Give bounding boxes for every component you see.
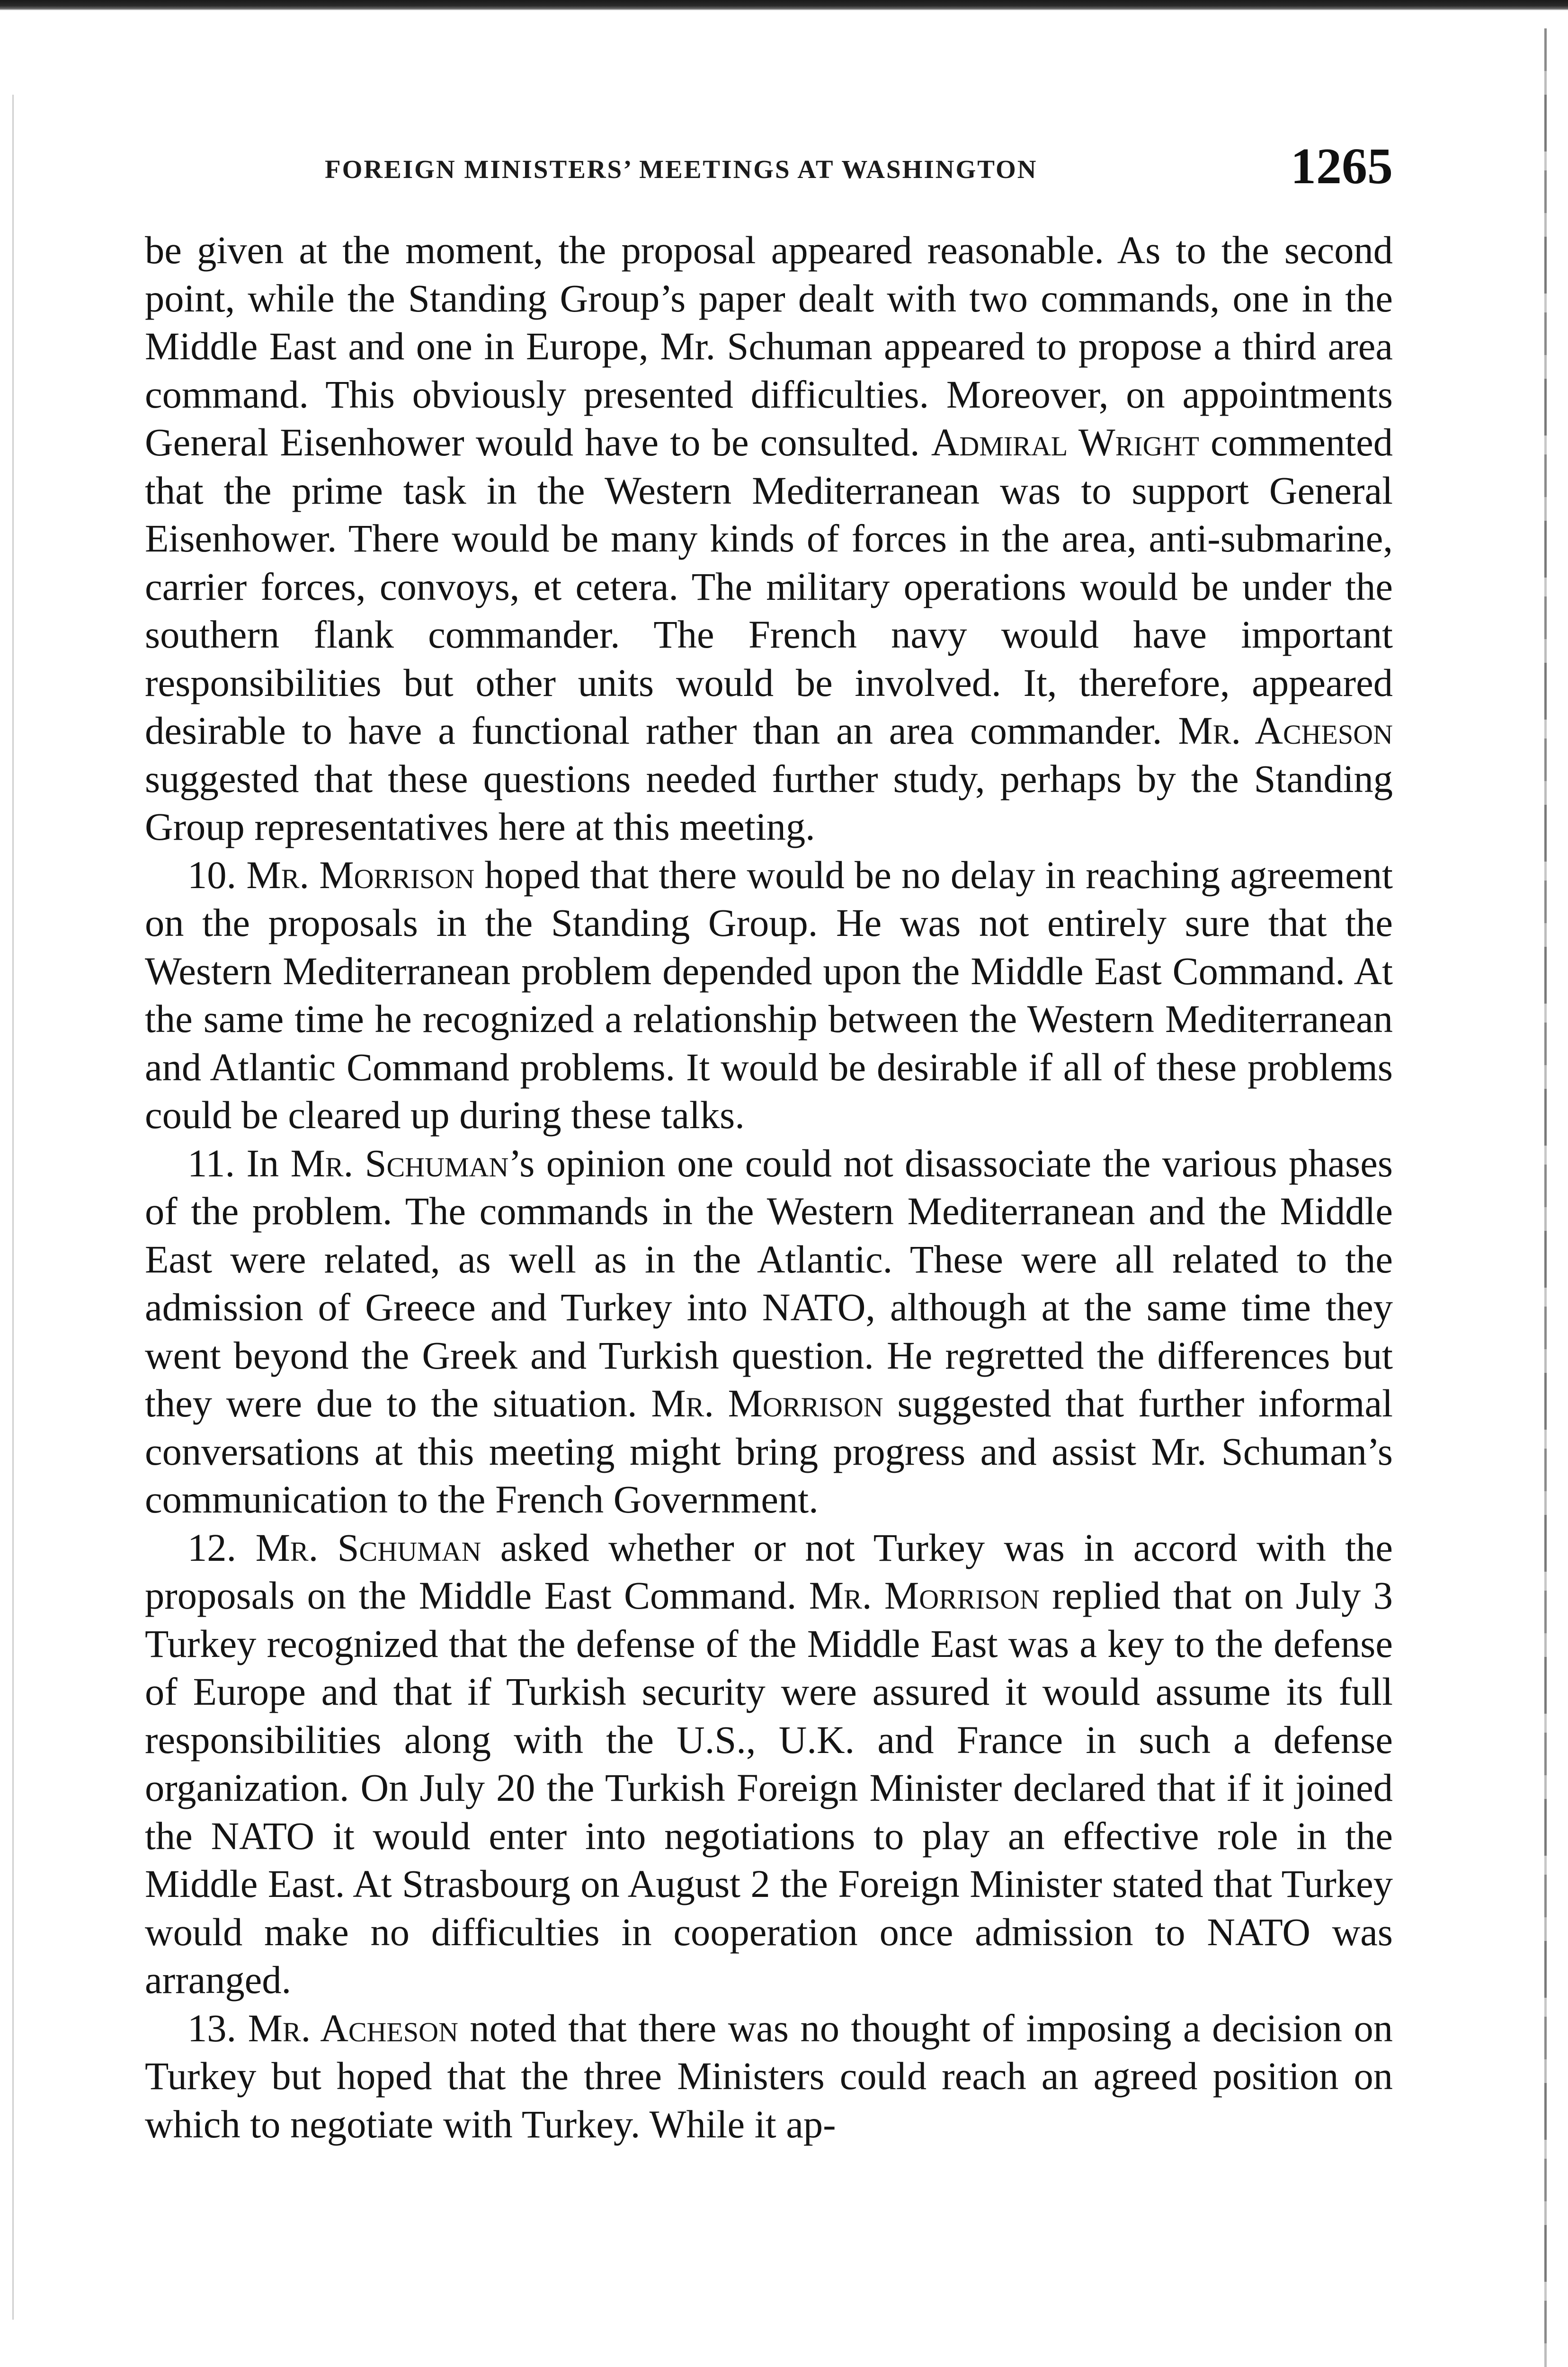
paragraph-text: ’s opinion one could not disassociate the various phases of the problem. The commands in the Western Mediterranean and the Middle East were related, as well as in the Atlantic. These were all related to the admission of Greece and Turkey into NATO, although at the same time they went beyond the Greek and Turkish question. He regretted the differences but they were due to the situation.: [145, 1141, 1393, 1425]
paragraph-11: [145, 1139, 1393, 1524]
paragraph-text: 11. In: [187, 1141, 291, 1185]
paragraph-text: hoped that there would be no delay in reaching agreement on the proposals in the Standing Group. He was not entirely sure that the Western Mediterranean problem depended upon the Middle East Command. At the same time he recognized a relationship between the Western Mediterranean and Atlantic Command problems. It would be desirable if all of these problems could be cleared up during these talks.: [145, 853, 1393, 1137]
paragraph-12: [145, 1524, 1393, 2004]
speaker-name: Mr. Morrison: [246, 853, 475, 897]
speaker-name: Mr. Schuman: [290, 1141, 509, 1185]
paragraph-text: asked whether or not Turkey was in accord with the proposals on the Middle East Command.: [145, 1525, 1393, 1617]
speaker-name: Mr. Schuman: [255, 1525, 481, 1569]
paragraph-text: be given at the moment, the proposal appeared reasonable. As to the second point, while the Standing Group’s paper dealt with two commands, one in the Middle East and one in Europe, Mr. Schuman appeared to propose a third area command. This obviously presented difficulties. Moreover, on appointments General Eisenhower would have to be consulted.: [145, 228, 1393, 464]
speaker-name: Mr. Morrison: [651, 1381, 883, 1425]
paragraph-text: 10.: [187, 853, 247, 897]
running-header: [145, 137, 1393, 199]
paragraph-text: noted that there was no thought of imposing a decision on Turkey but hoped that the three Ministers could reach an agreed position on which to negotiate with Turkey. While it ap-: [145, 2006, 1393, 2146]
speaker-name: Mr. Acheson: [1178, 709, 1393, 752]
running-title: FOREIGN MINISTERS’ MEETINGS AT WASHINGTON: [325, 155, 1038, 184]
body-text: [145, 226, 1393, 2148]
paragraph-text: suggested that further informal conversations at this meeting might bring progress and assist Mr. Schuman’s communication to the French Government.: [145, 1381, 1393, 1521]
paragraph-text: commented that the prime task in the Western Mediterranean was to support General Eisenhower. There would be many kinds of forces in the area, anti-submarine, carrier forces, convoys, et cetera. The military operations would be under the southern flank commander. The French navy would have important responsibilities but other units would be involved. It, therefore, appeared desirable to have a functional rather than an area commander.: [145, 420, 1393, 752]
paragraph-text: replied that on July 3 Turkey recognized that the defense of the Middle East was a key to the defense of Europe and that if Turkish security were assured it would assume its full responsibilities along with the U.S., U.K. and France in such a defense organization. On July 20 the Turkish Foreign Minister declared that if it joined the NATO it would enter into negotiations to play an effective role in the Middle East. At Strasbourg on August 2 the Foreign Minister stated that Turkey would make no difficulties in cooperation once admission to NATO was arranged.: [145, 1574, 1393, 2002]
paragraph-text: 12.: [187, 1525, 256, 1569]
page-number: 1265: [1291, 138, 1393, 195]
paragraph-text: 13.: [187, 2006, 248, 2050]
speaker-name: Admiral Wright: [931, 420, 1199, 464]
scan-right-edge-shadow: [1544, 28, 1547, 2367]
paragraph-10: [145, 851, 1393, 1139]
scan-top-border: [0, 0, 1568, 10]
scan-left-margin-shadow: [12, 95, 14, 2320]
paragraph-13: [145, 2004, 1393, 2149]
speaker-name: Mr. Morrison: [809, 1574, 1040, 1617]
paragraph-continued: [145, 226, 1393, 851]
speaker-name: Mr. Acheson: [248, 2006, 458, 2050]
paragraph-text: suggested that these questions needed further study, perhaps by the Standing Group representatives here at this meeting.: [145, 756, 1393, 848]
